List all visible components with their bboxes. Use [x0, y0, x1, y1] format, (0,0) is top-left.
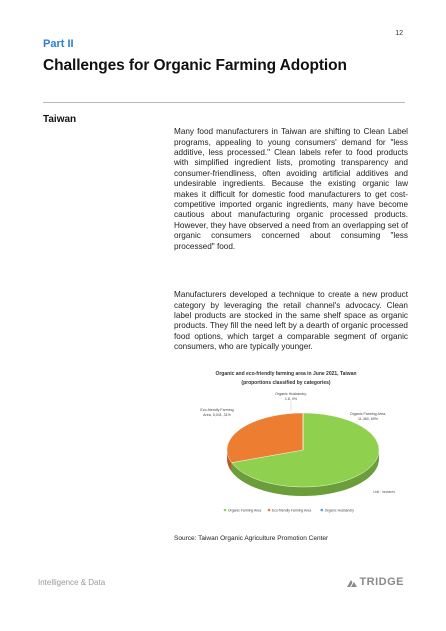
footer-brand: TRIDGE — [359, 576, 404, 588]
section-label: Taiwan — [43, 114, 77, 125]
title-divider — [43, 102, 405, 103]
pie-slices — [227, 413, 379, 496]
legend-marker-2 — [320, 509, 323, 512]
legend-marker-0 — [224, 509, 227, 512]
footer-logo — [346, 576, 404, 588]
page-number: 12 — [395, 30, 403, 37]
body-paragraph-1: Many food manufacturers in Taiwan are shifting to Clean Label programs, appealing to young consumers' demand for "less additive, less processed." Clean labels refer to food products with simplified ingredient lists, promoting transparency and consumer-friendliness, often avoiding artificial additives and undesirable ingredients. Because the existing organic law makes it difficult for domestic food manufacturers to get cost-competitive imported organic ingredients, many have become cautious about manufacturing organic processed products. However, they have observed a need from an overlapping set of organic consumers concerned about consuming "less processed" food. — [174, 127, 408, 251]
slice-label-2-1: 1.8, 0% — [284, 397, 298, 401]
slice-label-1-1: Area, 5,041, 31% — [203, 413, 231, 417]
slice-label-1-0: Eco-friendly Farming — [200, 408, 234, 412]
slice-label-2-0: Organic Husbandry, — [275, 392, 307, 396]
part-label: Part II — [43, 38, 74, 50]
legend-label-0: Organic Farming Area — [228, 508, 262, 513]
chart-title: Organic and eco-friendly farming area in June 2021, Taiwan — [215, 371, 357, 377]
source-note: Source: Taiwan Organic Agriculture Promotion Center — [174, 535, 329, 542]
tridge-logo-icon — [346, 577, 357, 588]
chart-legend — [224, 508, 355, 512]
unit-note: Unit : hectares — [373, 490, 395, 494]
slice-label-0-1: 11,460, 69% — [358, 417, 378, 421]
legend-label-1: Eco-friendly Farming Area — [272, 508, 312, 513]
footer-text: Intelligence & Data — [38, 578, 106, 587]
legend-marker-1 — [268, 509, 271, 512]
slice-label-0-0: Organic Farming Area, — [349, 412, 387, 416]
chart-subtitle: (proportions classified by categories) — [241, 380, 331, 386]
body-paragraph-2: Manufacturers developed a technique to create a new product category by leveraging the retail channel's advocacy. Clean label products are stocked in the same shelf space as organic products. They fill the need left by a dearth of organic processed food options, which target a comparable segment of organic consumers, who are typically younger. — [174, 290, 408, 352]
pie-chart — [163, 365, 409, 525]
page-title: Challenges for Organic Farming Adoption — [43, 57, 347, 74]
legend-label-2: Organic Husbandry — [324, 508, 354, 513]
